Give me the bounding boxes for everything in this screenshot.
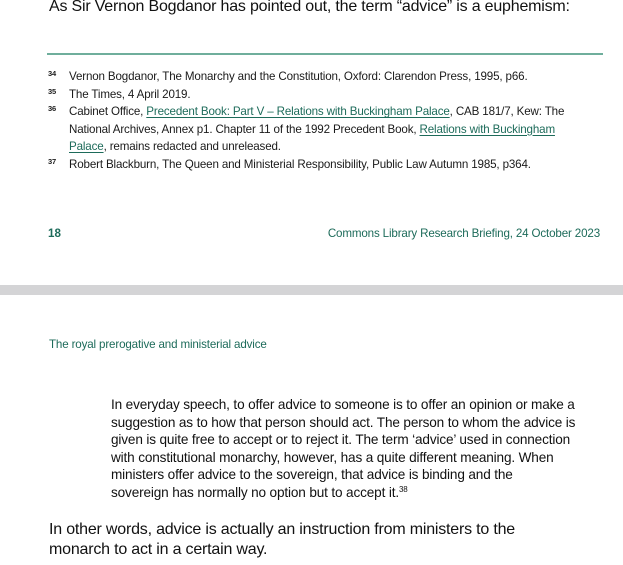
footnote-text-middle: , CAB 181/7, Kew: The National Archives, Annex p1. Chapter 11 of the 1992 Precedent Book, [69, 105, 565, 136]
footnote-item [48, 68, 593, 86]
closing-line: monarch to act in a certain way. [49, 541, 268, 558]
footnote-number: 35 [48, 86, 57, 96]
footnote-item [48, 103, 593, 156]
document-page-19 [0, 295, 623, 565]
running-header: The royal prerogative and ministerial advice [49, 338, 267, 351]
footnote-item [48, 156, 593, 174]
footnote-number: 36 [48, 104, 57, 113]
quote-line: given is quite free to accept or to reject it. The term ‘advice’ used in connection [111, 432, 571, 448]
page-separator [0, 285, 623, 295]
footnote-number: 34 [48, 69, 57, 78]
intro-paragraph: As Sir Vernon Bogdanor has pointed out, the term “advice” is a euphemism: [49, 0, 570, 15]
running-footer: Commons Library Research Briefing, 24 October 2023 [327, 227, 600, 240]
footnote-text-after: , remains redacted and unreleased. [103, 140, 281, 153]
page-number: 18 [48, 227, 61, 240]
quote-line-last [111, 484, 606, 502]
precedent-book-link[interactable]: Precedent Book: Part V – Relations with Buckingham Palace [146, 105, 450, 118]
closing-paragraph [49, 520, 515, 560]
quote-line: suggestion as to how that person should act. The person to whom the advice is [111, 414, 576, 430]
relations-with-buckingham-palace-link[interactable]: Relations with Buckingham Palace [69, 122, 555, 153]
footnotes-list [48, 68, 593, 173]
footnote-reference-38[interactable]: 38 [398, 484, 408, 494]
footnote-number: 37 [48, 156, 57, 166]
quote-line: ministers offer advice to the sovereign, that advice is binding and the [111, 467, 513, 483]
quote-line: with constitutional monarchy, however, has a quite different meaning. When [111, 449, 554, 465]
footnote-text: Vernon Bogdanor, The Monarchy and the Constitution, Oxford: Clarendon Press, 1995, p66. [69, 70, 528, 83]
quote-line-text: sovereign has normally no option but to accept it. [111, 484, 399, 500]
footnote-text: The Times, 4 April 2019. [69, 87, 191, 101]
footnote-divider [47, 53, 603, 55]
closing-line: In other words, advice is actually an instruction from ministers to the [49, 521, 516, 538]
quote-line: In everyday speech, to offer advice to someone is to offer an opinion or make a [111, 397, 575, 412]
footnote-text: Robert Blackburn, The Queen and Ministerial Responsibility, Public Law Autumn 1985, p364. [69, 157, 531, 171]
footnote-text-before: Cabinet Office, [69, 105, 147, 118]
footnote-item [48, 86, 593, 104]
block-quote [111, 396, 606, 502]
